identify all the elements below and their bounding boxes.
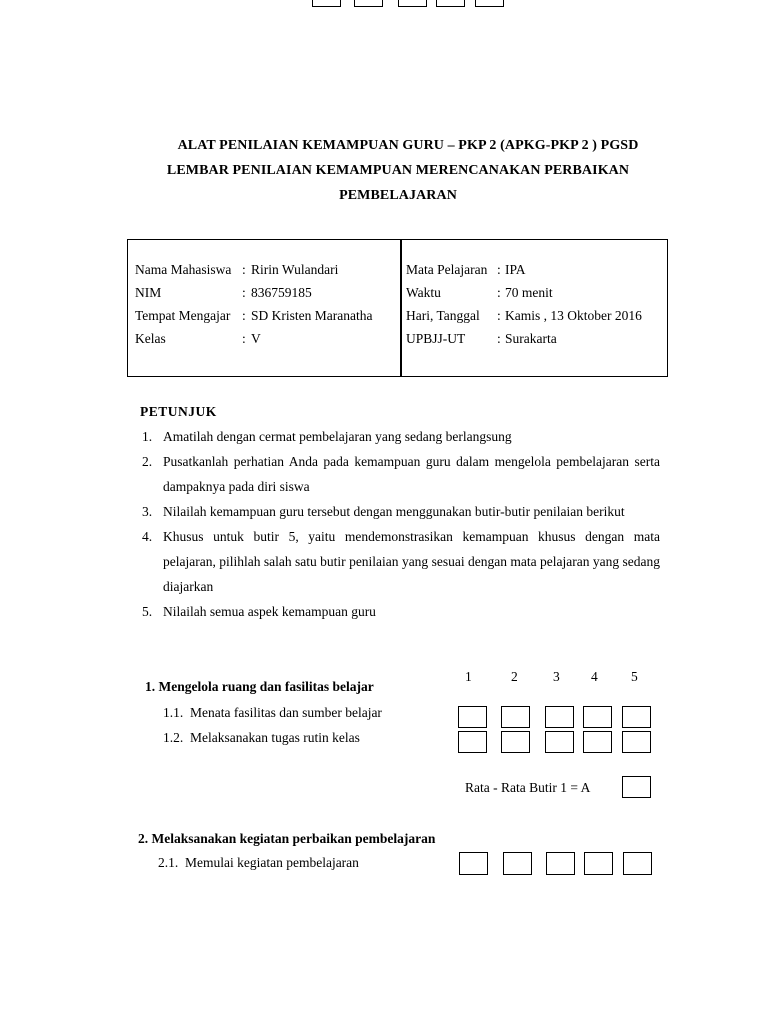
score-checkbox[interactable] [584,852,613,875]
score-checkbox[interactable] [312,0,341,7]
criterion-1-2: 1.2. Melaksanakan tugas rutin kelas [163,730,360,745]
scale-number: 5 [631,669,638,684]
info-label: Hari, Tanggal [406,308,480,323]
score-checkbox[interactable] [398,0,427,7]
info-row-waktu: Waktu : 70 menit [406,281,664,304]
info-row-tempat: Tempat Mengajar : SD Kristen Maranatha [135,304,395,327]
scale-number: 4 [591,669,598,684]
info-value: Surakarta [505,331,557,346]
score-checkbox[interactable] [458,731,487,753]
score-checkbox[interactable] [583,731,612,753]
score-checkbox[interactable] [436,0,465,7]
info-label: NIM [135,285,162,300]
score-checkbox[interactable] [354,0,383,7]
info-label: Nama Mahasiswa [135,262,232,277]
average-input-box[interactable] [622,776,651,798]
info-row-nim: NIM : 836759185 [135,281,395,304]
instructions-heading: PETUNJUK [140,404,217,419]
scale-number: 2 [511,669,518,684]
info-label: Kelas [135,331,166,346]
instructions-section [140,399,660,624]
info-value: 836759185 [251,285,312,300]
info-value: 70 menit [505,285,553,300]
info-value: Ririn Wulandari [251,262,339,277]
score-checkbox[interactable] [545,706,574,728]
info-value: V [251,331,261,346]
info-row-upbjj: UPBJJ-UT : Surakarta [406,327,664,350]
info-label: Tempat Mengajar [135,308,231,323]
average-label: Rata - Rata Butir 1 = A [465,780,591,795]
instruction-item: 1. Amatilah dengan cermat pembelajaran yang sedang berlangsung [142,429,512,444]
section-2-title: 2. Melaksanakan kegiatan perbaikan pembelajaran [138,831,436,846]
score-checkbox[interactable] [546,852,575,875]
info-right-column [406,258,664,350]
info-label: UPBJJ-UT [406,331,466,346]
criterion-2-1: 2.1. Memulai kegiatan pembelajaran [158,855,359,870]
score-checkbox[interactable] [503,852,532,875]
info-label: Waktu [406,285,441,300]
criterion-1-1: 1.1. Menata fasilitas dan sumber belajar [163,705,382,720]
scale-number: 3 [553,669,560,684]
info-row-kelas: Kelas : V [135,327,395,350]
section-1-title: 1. Mengelola ruang dan fasilitas belajar [145,679,374,694]
scale-number: 1 [465,669,472,684]
instruction-item: 2. Pusatkanlah perhatian Anda pada kemampuan guru dalam mengelola pembelajaran serta dampaknya pada diri siswa [142,454,660,494]
score-checkbox[interactable] [501,731,530,753]
info-table-divider [400,239,402,377]
info-left-column [135,258,395,350]
instruction-item: 3. Nilailah kemampuan guru tersebut dengan menggunakan butir-butir penilaian berikut [142,504,625,519]
score-checkbox[interactable] [583,706,612,728]
score-checkbox[interactable] [501,706,530,728]
score-checkbox[interactable] [459,852,488,875]
info-row-hari: Hari, Tanggal : Kamis , 13 Oktober 2016 [406,304,664,327]
instruction-item: 4. Khusus untuk butir 5, yaitu mendemonstrasikan kemampuan khusus dengan mata pelajaran, pilihlah salah satu butir penilaian yang sesuai dengan mata pelajaran yang sedang diajarkan [142,529,660,594]
info-row-nama: Nama Mahasiswa : Ririn Wulandari [135,258,395,281]
document-title: ALAT PENILAIAN KEMAMPUAN GURU – PKP 2 (APKG-PKP 2 ) PGSD [177,138,639,153]
score-checkbox[interactable] [475,0,504,7]
document-subtitle-cont: PEMBELAJARAN [339,188,457,203]
score-checkbox[interactable] [622,706,651,728]
score-checkbox[interactable] [545,731,574,753]
document-subtitle: LEMBAR PENILAIAN KEMAMPUAN MERENCANAKAN PERBAIKAN [166,163,630,178]
instructions-list [140,424,660,624]
info-row-mapel: Mata Pelajaran : IPA [406,258,664,281]
info-value: SD Kristen Maranatha [251,308,373,323]
score-checkbox[interactable] [623,852,652,875]
score-checkbox[interactable] [622,731,651,753]
info-value: Kamis , 13 Oktober 2016 [505,308,642,323]
info-label: Mata Pelajaran [406,262,488,277]
info-value: IPA [505,262,526,277]
instruction-item: 5. Nilailah semua aspek kemampuan guru [142,604,376,619]
score-checkbox[interactable] [458,706,487,728]
